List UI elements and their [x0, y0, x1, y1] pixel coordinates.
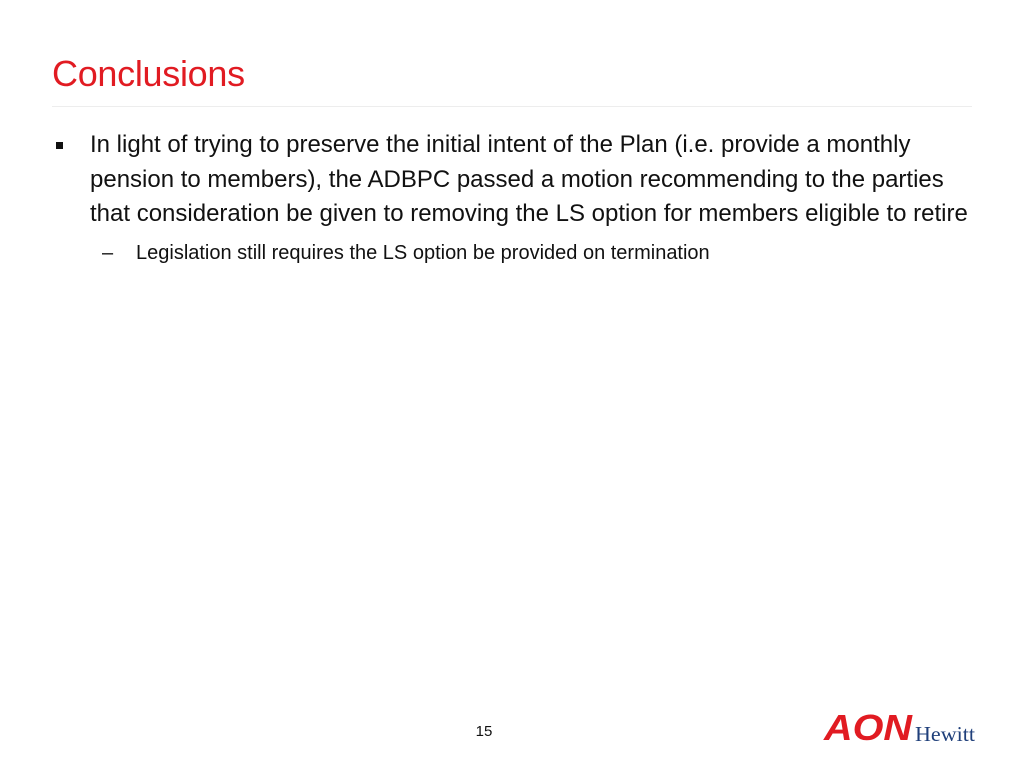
- slide-title: Conclusions: [52, 53, 245, 94]
- square-bullet-icon: [56, 142, 63, 149]
- page-number: 15: [475, 723, 493, 740]
- sub-bullet-item: [52, 240, 972, 266]
- logo-suffix-text: Hewitt: [915, 722, 976, 746]
- aon-hewitt-logo: [822, 706, 978, 746]
- slide-content: [52, 128, 972, 266]
- dash-bullet-icon: –: [102, 241, 114, 264]
- bullet-item: [52, 128, 972, 232]
- bullet-text: In light of trying to preserve the initial intent of the Plan (i.e. provide a monthly pension to members), the ADBPC passed a motion recommending to the parties that consideration be given to removing the LS option for members eligible to retire: [90, 131, 968, 227]
- logo-brand-text: AON: [822, 707, 914, 746]
- title-divider: [52, 106, 972, 107]
- sub-bullet-text: Legislation still requires the LS option be provided on termination: [136, 241, 710, 264]
